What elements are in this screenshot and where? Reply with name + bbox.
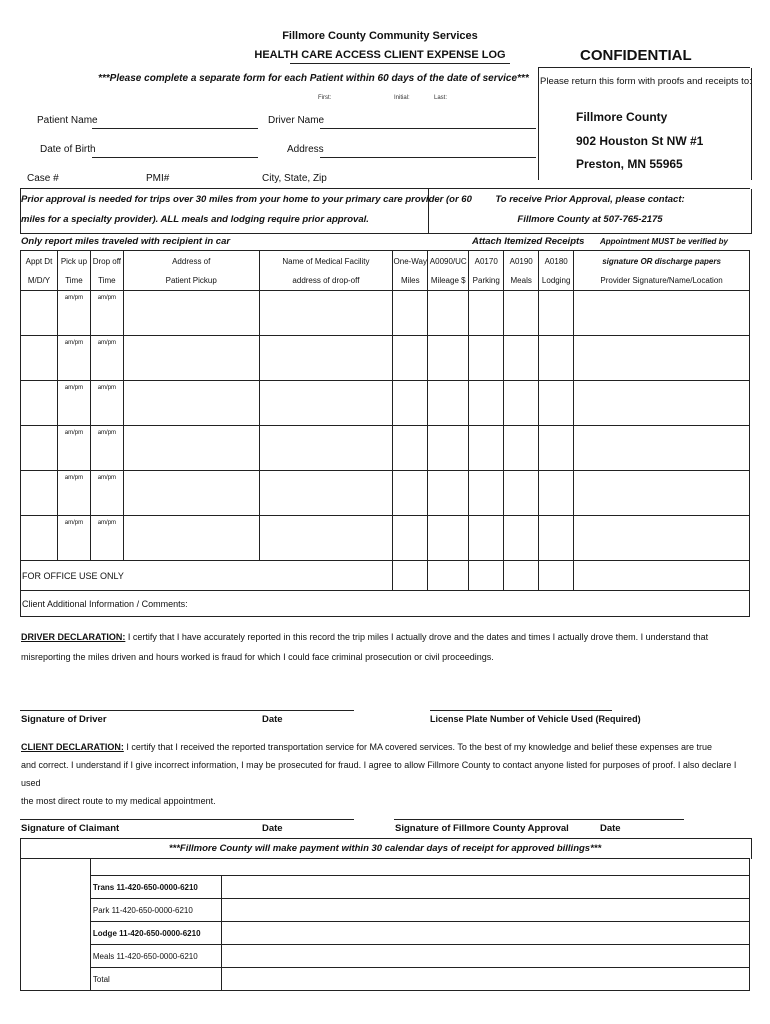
comments-box[interactable]: Client Additional Information / Comments: — [21, 591, 750, 617]
col-meals: Meals — [510, 275, 532, 285]
col-appt-dt: Appt Dt — [25, 256, 53, 266]
col-a0180: A0180 — [544, 256, 568, 266]
payment-notice: ***Fillmore County will make payment within 30 calendar days of receipt for approved billings*** — [168, 843, 602, 854]
dropoff-ampm: am/pm — [90, 516, 123, 561]
codes-table — [20, 858, 750, 991]
pickup-ampm: am/pm — [57, 336, 90, 381]
dob-label: Date of Birth — [40, 144, 96, 155]
claimant-signature-line[interactable] — [20, 819, 354, 820]
dropoff-ampm: am/pm — [90, 336, 123, 381]
sig-or: signature OR discharge papers — [602, 256, 721, 266]
pmi-label: PMI# — [146, 173, 170, 184]
col-patient-pickup: Patient Pickup — [165, 275, 217, 285]
sig-driver-date: Date — [262, 714, 283, 725]
sig-claimant-label: Signature of Claimant — [21, 823, 120, 834]
sig-approval-date: Date — [600, 823, 621, 834]
driver-decl-text2: misreporting the miles driven and hours worked is fraud for which I could face criminal prosecution or civil proceedings. — [21, 652, 494, 662]
form-title: HEALTH CARE ACCESS CLIENT EXPENSE LOG — [254, 49, 506, 61]
pickup-ampm: am/pm — [57, 381, 90, 426]
prior-approval-1: Prior approval is needed for trips over 30 miles from your home to your primary care provider (or 60 — [21, 194, 472, 205]
sig-approval-label: Signature of Fillmore County Approval — [395, 823, 569, 834]
last-sub: Last: — [434, 95, 448, 101]
col-facility: Name of Medical Facility — [282, 256, 370, 266]
col-dropoff-time: Time — [98, 275, 116, 285]
patient-name-label: Patient Name — [37, 115, 98, 126]
code-lodge: Lodge 11-420-650-0000-6210 — [90, 922, 221, 945]
client-decl-title: CLIENT DECLARATION: — [21, 742, 124, 752]
col-parking: Parking — [472, 275, 500, 285]
address-label: Address — [287, 144, 324, 155]
col-oneway: One-Way — [393, 256, 428, 266]
case-label: Case # — [27, 173, 59, 184]
county-city: Preston, MN 55965 — [576, 157, 683, 171]
approval-signature-line[interactable] — [394, 819, 684, 820]
col-dropoff-addr: address of drop-off — [292, 275, 360, 285]
code-trans: Trans 11-420-650-0000-6210 — [90, 876, 221, 899]
code-meals: Meals 11-420-650-0000-6210 — [90, 945, 221, 968]
table-row[interactable] — [21, 516, 750, 561]
col-addr-of: Address of — [172, 256, 211, 266]
table-row[interactable] — [21, 426, 750, 471]
attach-receipts: Attach Itemized Receipts — [472, 236, 585, 247]
pickup-ampm: am/pm — [57, 516, 90, 561]
col-lodging: Lodging — [541, 275, 571, 285]
city-label: City, State, Zip — [262, 173, 327, 184]
meals-amount[interactable] — [221, 945, 749, 968]
park-amount[interactable] — [221, 899, 749, 922]
address-field[interactable] — [320, 157, 536, 158]
org-name: Fillmore County Community Services — [282, 30, 478, 42]
county-name: Fillmore County — [576, 110, 668, 124]
only-report: Only report miles traveled with recipient in car — [21, 236, 231, 247]
col-a0190: A0190 — [509, 256, 533, 266]
col-pickup-time: Time — [65, 275, 83, 285]
code-park: Park 11-420-650-0000-6210 — [90, 899, 221, 922]
office-use: FOR OFFICE USE ONLY — [21, 561, 393, 591]
dropoff-ampm: am/pm — [90, 381, 123, 426]
total-amount[interactable] — [221, 968, 749, 991]
appt-verify: Appointment MUST be verified by — [599, 237, 728, 246]
table-row[interactable] — [21, 381, 750, 426]
sig-claimant-date: Date — [262, 823, 283, 834]
lodge-amount[interactable] — [221, 922, 749, 945]
client-decl-text2: and correct. I understand if I give incorrect information, I may be prosecuted for fraud. I agree to allow Fillmore County to contact anyone listed for purposes of proof. I also declare I used — [21, 760, 737, 788]
expense-table — [20, 250, 750, 617]
sig-driver-label: Signature of Driver — [21, 714, 107, 725]
trans-amount[interactable] — [221, 876, 749, 899]
pickup-ampm: am/pm — [57, 291, 90, 336]
col-pickup: Pick up — [60, 256, 88, 266]
driver-name-label: Driver Name — [268, 115, 325, 126]
instruction: ***Please complete a separate form for each Patient within 60 days of the date of service*** — [98, 73, 529, 84]
col-dropoff: Drop off — [92, 256, 122, 266]
col-miles: Miles — [400, 275, 420, 285]
col-mdy: M/D/Y — [27, 275, 51, 285]
dob-field[interactable] — [92, 157, 258, 158]
dropoff-ampm: am/pm — [90, 426, 123, 471]
driver-name-field[interactable] — [320, 128, 536, 129]
dropoff-ampm: am/pm — [90, 471, 123, 516]
pickup-ampm: am/pm — [57, 426, 90, 471]
client-decl-text1: I certify that I received the reported transportation service for MA covered services. To the best of my knowledge and belief these expenses are true — [126, 742, 712, 752]
contact-1: To receive Prior Approval, please contact: — [495, 194, 685, 205]
col-provider: Provider Signature/Name/Location — [600, 275, 723, 285]
col-mileage: Mileage $ — [430, 275, 466, 285]
plate-line[interactable] — [430, 710, 612, 711]
pickup-ampm: am/pm — [57, 471, 90, 516]
return-text: Please return this form with proofs and receipts to: — [540, 76, 752, 87]
confidential-label: CONFIDENTIAL — [580, 47, 692, 64]
col-a0170: A0170 — [474, 256, 498, 266]
prior-approval-2: miles for a specialty provider). ALL meals and lodging require prior approval. — [21, 214, 369, 225]
plate-label: License Plate Number of Vehicle Used (Required) — [430, 714, 641, 724]
county-street: 902 Houston St NW #1 — [576, 134, 704, 148]
code-total: Total — [90, 968, 221, 991]
driver-signature-line[interactable] — [20, 710, 354, 711]
table-row[interactable] — [21, 291, 750, 336]
patient-name-field[interactable] — [92, 128, 258, 129]
first-sub: First: — [318, 95, 332, 101]
dropoff-ampm: am/pm — [90, 291, 123, 336]
table-row[interactable] — [21, 471, 750, 516]
driver-decl-text1: I certify that I have accurately reported in this record the trip miles I actually drove and the dates and times I actually drove them. I understand that — [127, 632, 709, 642]
contact-2: Fillmore County at 507-765-2175 — [517, 214, 663, 225]
client-decl-text3: the most direct route to my medical appointment. — [21, 796, 216, 806]
table-row[interactable] — [21, 336, 750, 381]
driver-decl-title: DRIVER DECLARATION: — [21, 632, 126, 642]
initial-sub: Initial: — [394, 95, 410, 101]
col-a0090: A0090/UC — [429, 256, 467, 266]
